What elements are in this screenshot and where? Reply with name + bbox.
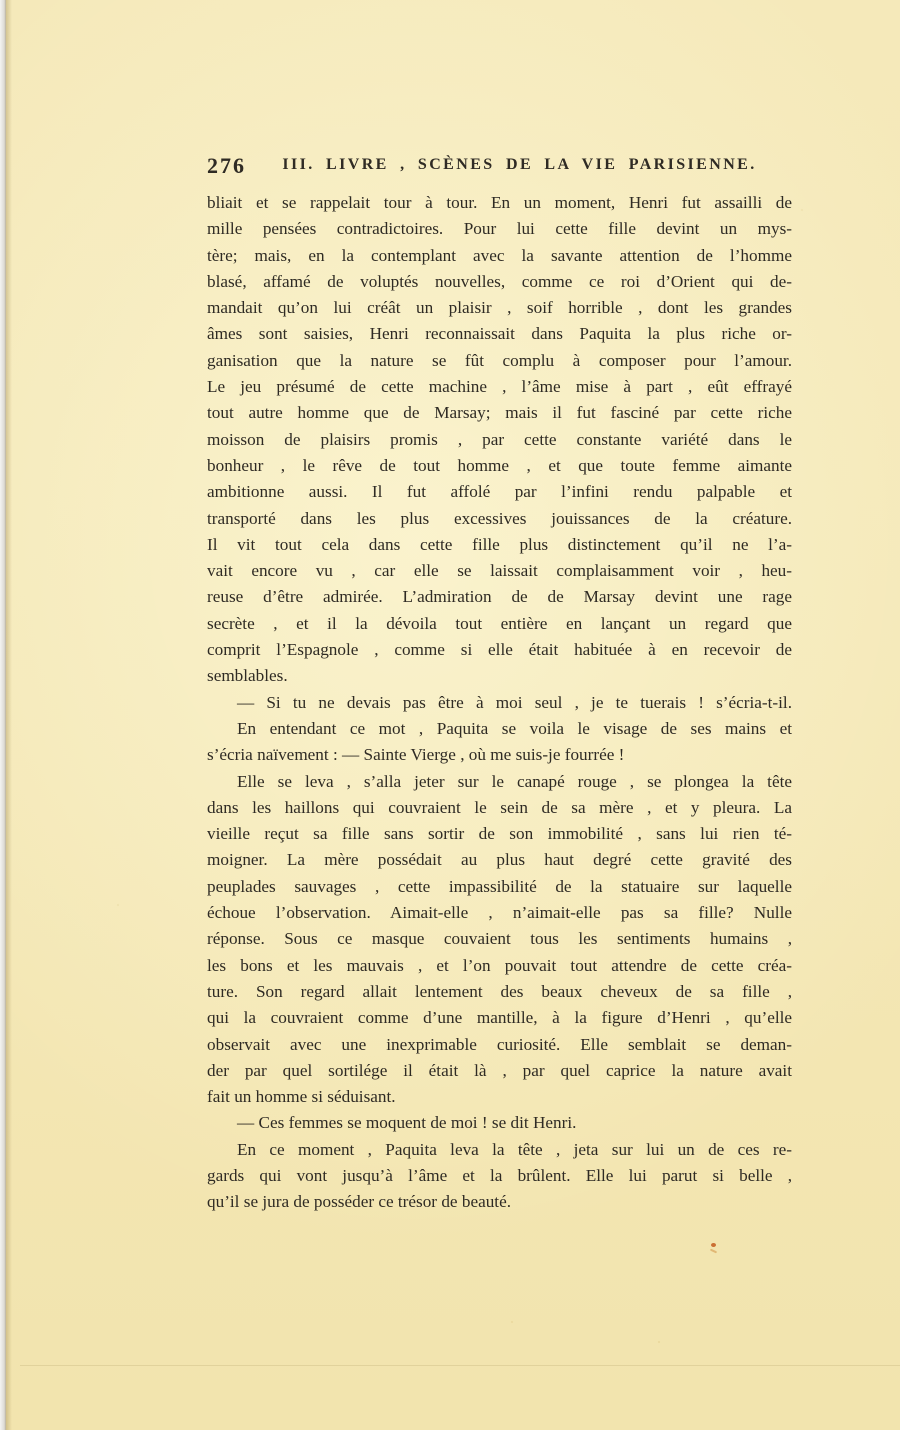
text-line: Elle se leva , s’alla jeter sur le canapé rouge , se plongea la tête bbox=[237, 771, 792, 791]
text-line: moisson de plaisirs promis , par cette constante variété dans le bbox=[207, 429, 792, 449]
text-line: observait avec une inexprimable curiosité. Elle semblait se deman- bbox=[207, 1034, 792, 1054]
text-line: secrète , et il la dévoila tout entière en lançant un regard que bbox=[207, 613, 792, 633]
text-line: vait encore vu , car elle se laissait complaisamment voir , heu- bbox=[207, 561, 792, 581]
page-body-text bbox=[207, 190, 792, 1216]
text-line: semblables. bbox=[207, 666, 288, 686]
text-line: transporté dans les plus excessives jouissances de la créature. bbox=[207, 508, 792, 528]
paper-blemish-tail bbox=[710, 1249, 717, 1254]
text-line: tère; mais, en la contemplant avec la savante attention de l’homme bbox=[207, 245, 792, 265]
paper-blemish bbox=[711, 1243, 716, 1247]
text-line: mandait qu’on lui créât un plaisir , soif horrible , dont les grandes bbox=[207, 298, 792, 318]
text-line: réponse. Sous ce masque couvaient tous les sentiments humains , bbox=[207, 929, 792, 949]
text-line: peuplades sauvages , cette impassibilité de la statuaire sur laquelle bbox=[207, 876, 792, 896]
text-line: dans les haillons qui couvraient le sein de sa mère , et y pleura. La bbox=[207, 797, 792, 817]
text-line: ambitionne aussi. Il fut affolé par l’infini rendu palpable et bbox=[207, 482, 792, 502]
text-line: blasé, affamé de voluptés nouvelles, comme ce roi d’Orient qui de- bbox=[207, 271, 792, 291]
text-line: tout autre homme que de Marsay; mais il fut fasciné par cette riche bbox=[207, 403, 792, 423]
text-line: En ce moment , Paquita leva la tête , jeta sur lui un de ces re- bbox=[237, 1139, 792, 1159]
text-line: vieille reçut sa fille sans sortir de son immobilité , sans lui rien té- bbox=[207, 824, 792, 844]
page-header bbox=[207, 153, 792, 183]
text-line: bliait et se rappelait tour à tour. En un moment, Henri fut assailli de bbox=[207, 193, 792, 212]
running-title: III. LIVRE , SCÈNES DE LA VIE PARISIENNE. bbox=[282, 156, 757, 173]
text-line: comprit l’Espagnole , comme si elle était habituée à en recevoir de bbox=[207, 640, 792, 660]
text-line: Le jeu présumé de cette machine , l’âme mise à part , eût effrayé bbox=[207, 377, 792, 397]
text-line: der par quel sortilége il était là , par quel caprice la nature avait bbox=[207, 1060, 792, 1080]
text-line: — Si tu ne devais pas être à moi seul , je te tuerais ! s’écria-t-il. bbox=[237, 692, 792, 712]
text-line: qu’il se jura de posséder ce trésor de beauté. bbox=[207, 1192, 511, 1212]
text-line: ture. Son regard allait lentement des beaux cheveux de sa fille , bbox=[207, 981, 792, 1001]
text-line: Il vit tout cela dans cette fille plus distinctement qu’il ne l’a- bbox=[207, 534, 792, 554]
text-line: qui la couvraient comme d’une mantille, à la figure d’Henri , qu’elle bbox=[207, 1008, 792, 1028]
text-line: moigner. La mère possédait au plus haut degré cette gravité des bbox=[207, 850, 792, 870]
text-line: âmes sont saisies, Henri reconnaissait dans Paquita la plus riche or- bbox=[207, 324, 792, 344]
page-edge-shadow bbox=[6, 0, 12, 1430]
paper-crease bbox=[20, 1365, 900, 1366]
text-line: fait un homme si séduisant. bbox=[207, 1087, 396, 1107]
text-line: gards qui vont jusqu’à l’âme et la brûlent. Elle lui parut si belle , bbox=[207, 1165, 792, 1185]
text-line: bonheur , le rêve de tout homme , et que toute femme aimante bbox=[207, 455, 792, 475]
text-line: — Ces femmes se moquent de moi ! se dit Henri. bbox=[237, 1113, 577, 1133]
text-line: mille pensées contradictoires. Pour lui cette fille devint un mys- bbox=[207, 219, 792, 239]
text-line: ganisation que la nature se fût complu à composer pour l’amour. bbox=[207, 350, 792, 370]
text-line: En entendant ce mot , Paquita se voila le visage de ses mains et bbox=[237, 718, 792, 738]
text-line: les bons et les mauvais , et l’on pouvait tout attendre de cette créa- bbox=[207, 955, 792, 975]
text-line: reuse d’être admirée. L’admiration de de Marsay devint une rage bbox=[207, 587, 792, 607]
text-line: s’écria naïvement : — Sainte Vierge , où me suis-je fourrée ! bbox=[207, 745, 625, 765]
page-number: 276 bbox=[207, 153, 246, 178]
text-line: échoue l’observation. Aimait-elle , n’aimait-elle pas sa fille? Nulle bbox=[207, 903, 792, 923]
